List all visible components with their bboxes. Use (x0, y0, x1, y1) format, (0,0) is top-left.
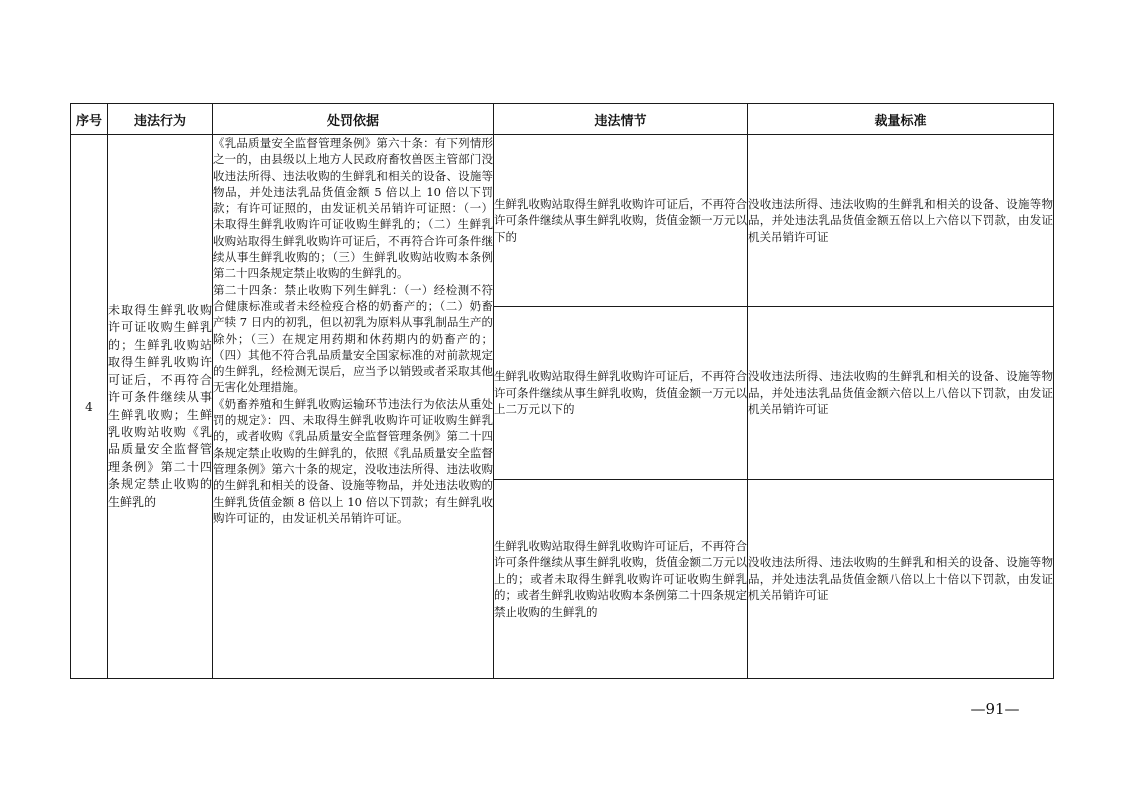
basis-paragraph: 《奶畜养殖和生鲜乳收购运输环节违法行为依法从重处罚的规定》：四、未取得生鲜乳收购许可证收购生鲜乳的，或者收购《乳品质量安全监督管理条例》第二十四条规定禁止收购的生鲜乳的，依照《乳品质量安全监督管理条例》第六十条的规定，没收违法所得、违法收购的生鲜乳和相关的设备、设施等物品，并处违法收购的生鲜乳货值金额 8 倍以上 10 倍以下罚款；有生鲜乳收购许可证的，由发证机关吊销许可证。 (213, 396, 493, 525)
circumstance-cell: 生鲜乳收购站取得生鲜乳收购许可证后，不再符合许可条件继续从事生鲜乳收购，货值金额一万元以上二万元以下的 (494, 307, 748, 480)
standard-cell: 没收违法所得、违法收购的生鲜乳和相关的设备、设施等物品，并处违法乳品货值金额五倍以上六倍以下罚款，由发证机关吊销许可证 (748, 135, 1054, 307)
table-row (71, 135, 1054, 307)
table-header-row (71, 104, 1054, 135)
behavior-cell: 未取得生鲜乳收购许可证收购生鲜乳的；生鲜乳收购站取得生鲜乳收购许可证后，不再符合许可条件继续从事生鲜乳收购；生鲜乳收购站收购《乳品质量安全监督管理条例》第二十四条规定禁止收购的生鲜乳的 (108, 135, 213, 679)
header-basis: 处罚依据 (213, 104, 494, 135)
basis-paragraph: 第二十四条：禁止收购下列生鲜乳：（一）经检测不符合健康标准或者未经检疫合格的奶畜产的；（二）奶畜产犊 7 日内的初乳，但以初乳为原料从事乳制品生产的除外；（三）在规定用药期和休药期内的奶畜产的；（四）其他不符合乳品质量安全国家标准的对前款规定的生鲜乳，经检测无误后，应当予以销毁或者采取其他无害化处理措施。 (213, 282, 493, 395)
header-behavior: 违法行为 (108, 104, 213, 135)
header-seq: 序号 (71, 104, 108, 135)
circumstance-cell: 生鲜乳收购站取得生鲜乳收购许可证后，不再符合许可条件继续从事生鲜乳收购，货值金额一万元以下的 (494, 135, 748, 307)
standard-cell: 没收违法所得、违法收购的生鲜乳和相关的设备、设施等物品，并处违法乳品货值金额六倍以上八倍以下罚款，由发证机关吊销许可证 (748, 307, 1054, 480)
basis-cell (213, 135, 494, 679)
basis-paragraph: 《乳品质量安全监督管理条例》第六十条：有下列情形之一的，由县级以上地方人民政府畜牧兽医主管部门没收违法所得、违法收购的生鲜乳和相关的设备、设施等物品，并处违法乳品货值金额 5 倍以上 10 倍以下罚款；有许可证照的，由发证机关吊销许可证照：（一）未取得生鲜乳收购许可证收购生鲜乳的；（二）生鲜乳收购站取得生鲜乳收购许可证后，不再符合许可条件继续从事生鲜乳收购的；（三）生鲜乳收购站收购本条例第二十四条规定禁止收购的生鲜乳的。 (213, 136, 493, 281)
circumstance-cell: 生鲜乳收购站取得生鲜乳收购许可证后，不再符合许可条件继续从事生鲜乳收购，货值金额二万元以上的；或者未取得生鲜乳收购许可证收购生鲜乳的；或者生鲜乳收购站收购本条例第二十四条规定禁止收购的生鲜乳的 (494, 480, 748, 679)
header-standard: 裁量标准 (748, 104, 1054, 135)
page-number: —91— (970, 700, 1020, 718)
penalty-discretion-table (70, 103, 1054, 679)
seq-cell: 4 (71, 135, 108, 679)
standard-cell: 没收违法所得、违法收购的生鲜乳和相关的设备、设施等物品，并处违法乳品货值金额八倍以上十倍以下罚款，由发证机关吊销许可证 (748, 480, 1054, 679)
header-circumstance: 违法情节 (494, 104, 748, 135)
